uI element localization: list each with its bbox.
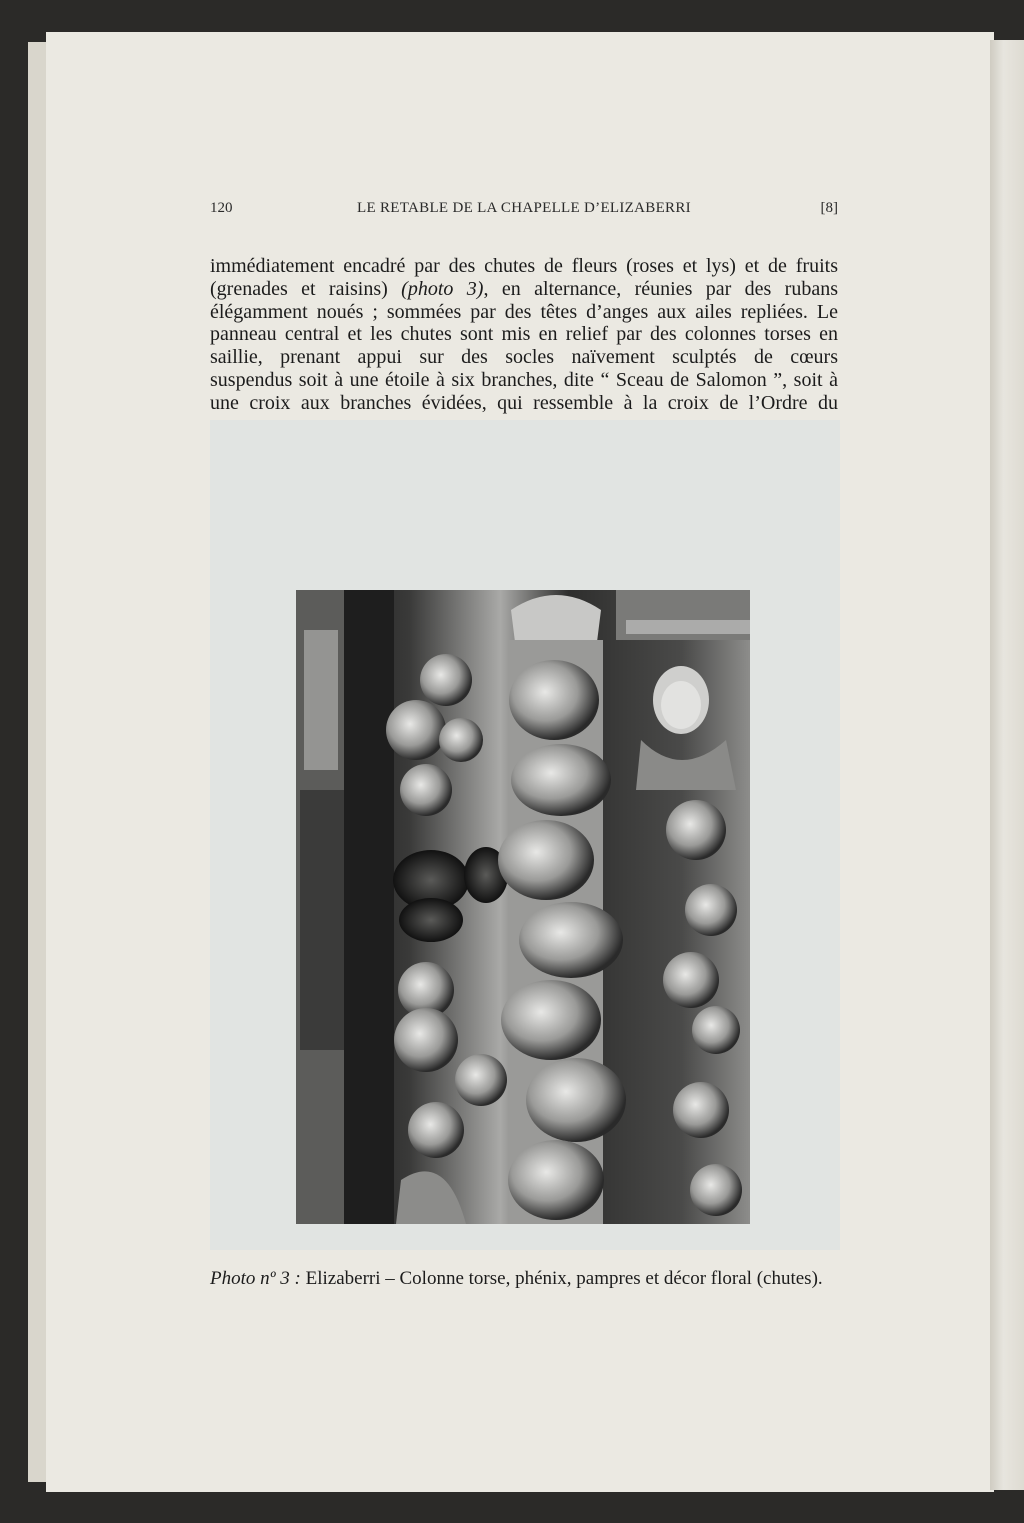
facing-page-edge	[990, 40, 1024, 1490]
photo-illustration	[296, 590, 750, 1224]
running-header	[210, 200, 838, 222]
page-edge	[28, 42, 48, 1482]
text-line: saillie, prenant appui sur des socles naïvement sculptés de cœurs	[210, 346, 838, 369]
text-line: immédiatement encadré par des chutes de fleurs (roses et lys) et de fruits	[210, 255, 838, 277]
page-number: 120	[210, 200, 233, 216]
text-line	[210, 278, 838, 301]
text-line: panneau central et les chutes sont mis en relief par des colonnes torses en	[210, 323, 838, 346]
text-line: élégamment noués ; sommées par des têtes d’anges aux ailes repliées. Le	[210, 300, 838, 323]
text-segment: , en alternance, réunies par des rubans	[483, 277, 838, 300]
carved-column-photo	[296, 590, 750, 1224]
caption-text: Elizaberri – Colonne torse, phénix, pampres et décor floral (chutes).	[300, 1268, 823, 1289]
text-segment: (grenades et raisins)	[210, 277, 402, 300]
text-line: suspendus soit à une étoile à six branches, dite “ Sceau de Salomon ”, soit à	[210, 368, 838, 391]
photo-reference: (photo 3)	[401, 277, 484, 300]
text-line: une croix aux branches évidées, qui ressemble à la croix de l’Ordre du	[210, 391, 838, 414]
section-number: [8]	[820, 200, 838, 216]
photo-caption	[210, 1268, 840, 1290]
running-title: LE RETABLE DE LA CHAPELLE D’ELIZABERRI	[357, 200, 691, 216]
caption-label: Photo nº 3 :	[210, 1268, 301, 1289]
body-paragraph	[210, 255, 838, 415]
